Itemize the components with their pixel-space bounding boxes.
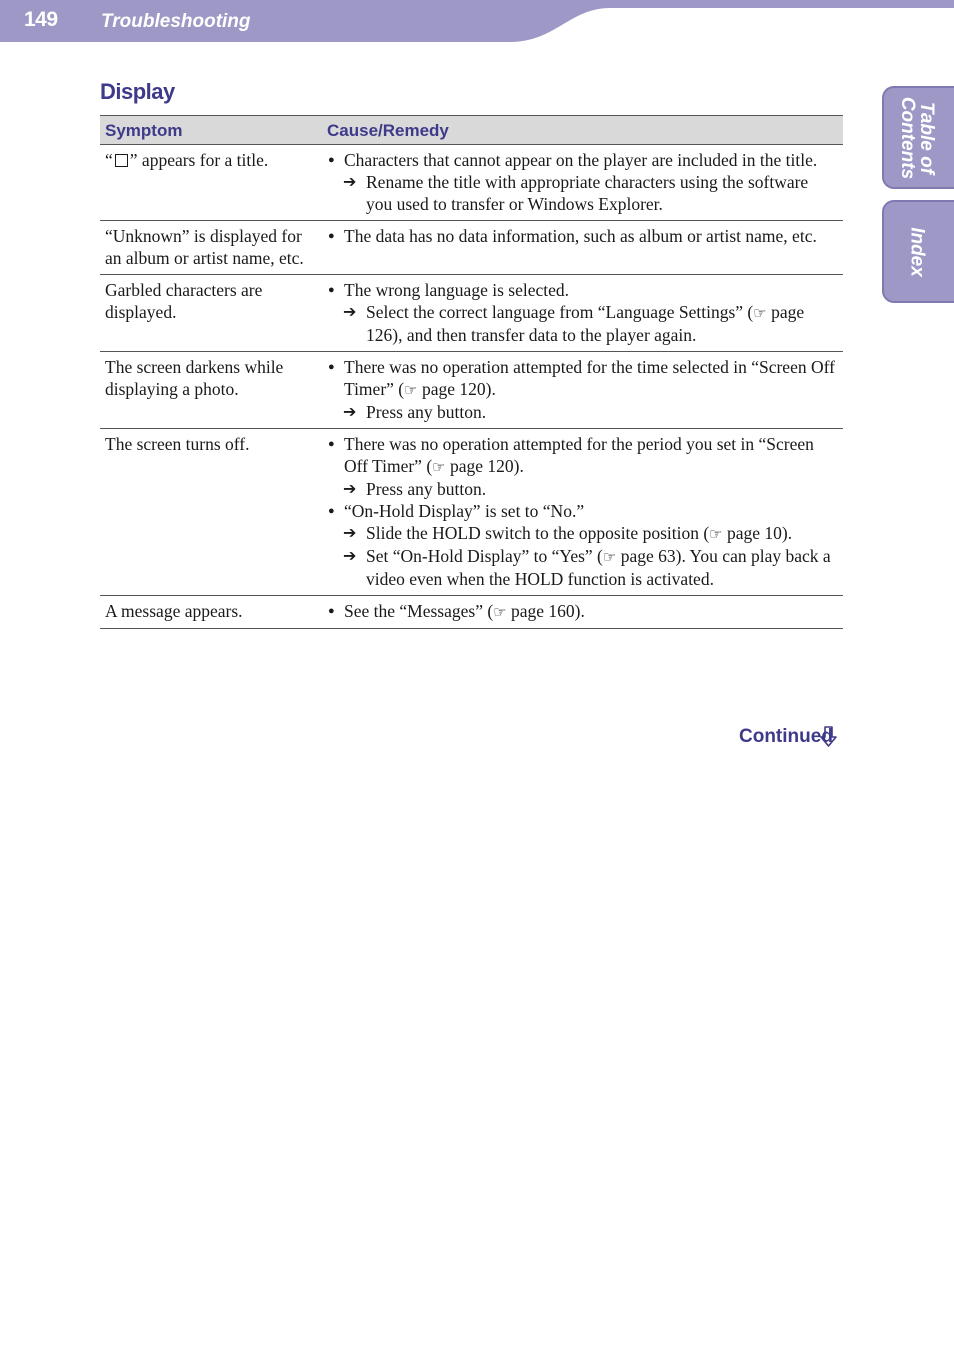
index-tab[interactable] (882, 200, 954, 303)
remedy-cell (322, 429, 843, 596)
arrow-right-icon: ➔ (343, 172, 357, 191)
cause-item: ● The data has no data information, such as album or artist name, etc. (327, 225, 838, 247)
table-header-row (100, 116, 843, 145)
page-link[interactable]: page 120). (417, 379, 496, 399)
symptom-cell: The screen darkens while displaying a photo. (100, 352, 322, 429)
remedy-cell (322, 352, 843, 429)
troubleshooting-table (100, 115, 843, 629)
arrow-right-icon: ➔ (343, 479, 357, 498)
page-header (0, 0, 954, 42)
table-row (100, 596, 843, 629)
remedy-item: ➔ Rename the title with appropriate characters using the software you used to transfer or Windows Explorer. (343, 172, 809, 214)
remedy-cell (322, 221, 843, 275)
symptom-column-header: Symptom (100, 116, 322, 145)
table-of-contents-tab[interactable] (882, 86, 954, 189)
page-link[interactable]: page 120). (445, 456, 524, 476)
page-link[interactable]: page 126), and then transfer data to the player again. (366, 302, 805, 345)
remedy-item: ➔ Slide the HOLD switch to the opposite position (☞ page 10). (343, 523, 793, 543)
square-glyph-icon (115, 154, 128, 167)
continued-link[interactable]: Continued (739, 726, 833, 747)
page-number: 149 (24, 8, 58, 31)
cause-item: ● Characters that cannot appear on the player are included in the title. (327, 149, 838, 171)
page-title: Display (100, 79, 175, 104)
remedy-item: ➔ Set “On-Hold Display” to “Yes” (☞ page 63). You can play back a video even when the HOLD function is activated. (343, 546, 831, 589)
page-reference-icon: ☞ (753, 304, 767, 322)
remedy-item: ➔ Press any button. (343, 479, 487, 499)
symptom-cell: “Unknown” is displayed for an album or artist name, etc. (100, 221, 322, 275)
symptom-cell: Garbled characters are displayed. (100, 275, 322, 352)
table-row (100, 145, 843, 221)
arrow-right-icon: ➔ (343, 402, 357, 421)
remedy-item: ➔ Select the correct language from “Language Settings” (☞ page 126), and then transfer data to the player again. (343, 302, 805, 345)
symptom-cell: A message appears. (100, 596, 322, 629)
table-row (100, 429, 843, 596)
arrow-down-icon (820, 726, 838, 748)
remedy-cell (322, 275, 843, 352)
table-row (100, 275, 843, 352)
cause-item: ● See the “Messages” (☞ page 160). (327, 600, 838, 623)
page-link[interactable]: page 10). (722, 523, 793, 543)
table-of-contents-tab-label: Table of Contents (897, 96, 937, 179)
cause-item: ● There was no operation attempted for the period you set in “Screen Off Timer” (☞ page 120). (327, 433, 838, 478)
remedy-item: ➔ Press any button. (343, 402, 487, 422)
symptom-cell: The screen turns off. (100, 429, 322, 596)
cause-item: ● There was no operation attempted for the time selected in “Screen Off Timer” (☞ page 120). (327, 356, 838, 401)
index-tab-label: Index (906, 226, 928, 277)
table-row (100, 221, 843, 275)
cause-remedy-column-header: Cause/Remedy (322, 116, 843, 145)
page-reference-icon: ☞ (709, 525, 723, 543)
arrow-right-icon: ➔ (343, 523, 357, 542)
symptom-cell: “ ” appears for a title. (100, 145, 322, 221)
remedy-cell (322, 145, 843, 221)
cause-item: ● “On-Hold Display” is set to “No.” (327, 500, 838, 522)
arrow-right-icon: ➔ (343, 546, 357, 565)
table-row (100, 352, 843, 429)
section-title: Troubleshooting (101, 11, 251, 32)
page-link[interactable]: page 160). (506, 601, 585, 621)
page-reference-icon: ☞ (404, 381, 418, 399)
page-link[interactable]: page 63). You can play back a video even when the HOLD function is activated. (366, 546, 831, 589)
cause-item: ● The wrong language is selected. (327, 279, 838, 301)
page-reference-icon: ☞ (602, 548, 617, 566)
page-reference-icon: ☞ (432, 458, 446, 476)
arrow-right-icon: ➔ (343, 302, 357, 321)
page-reference-icon: ☞ (493, 603, 507, 621)
remedy-cell (322, 596, 843, 629)
